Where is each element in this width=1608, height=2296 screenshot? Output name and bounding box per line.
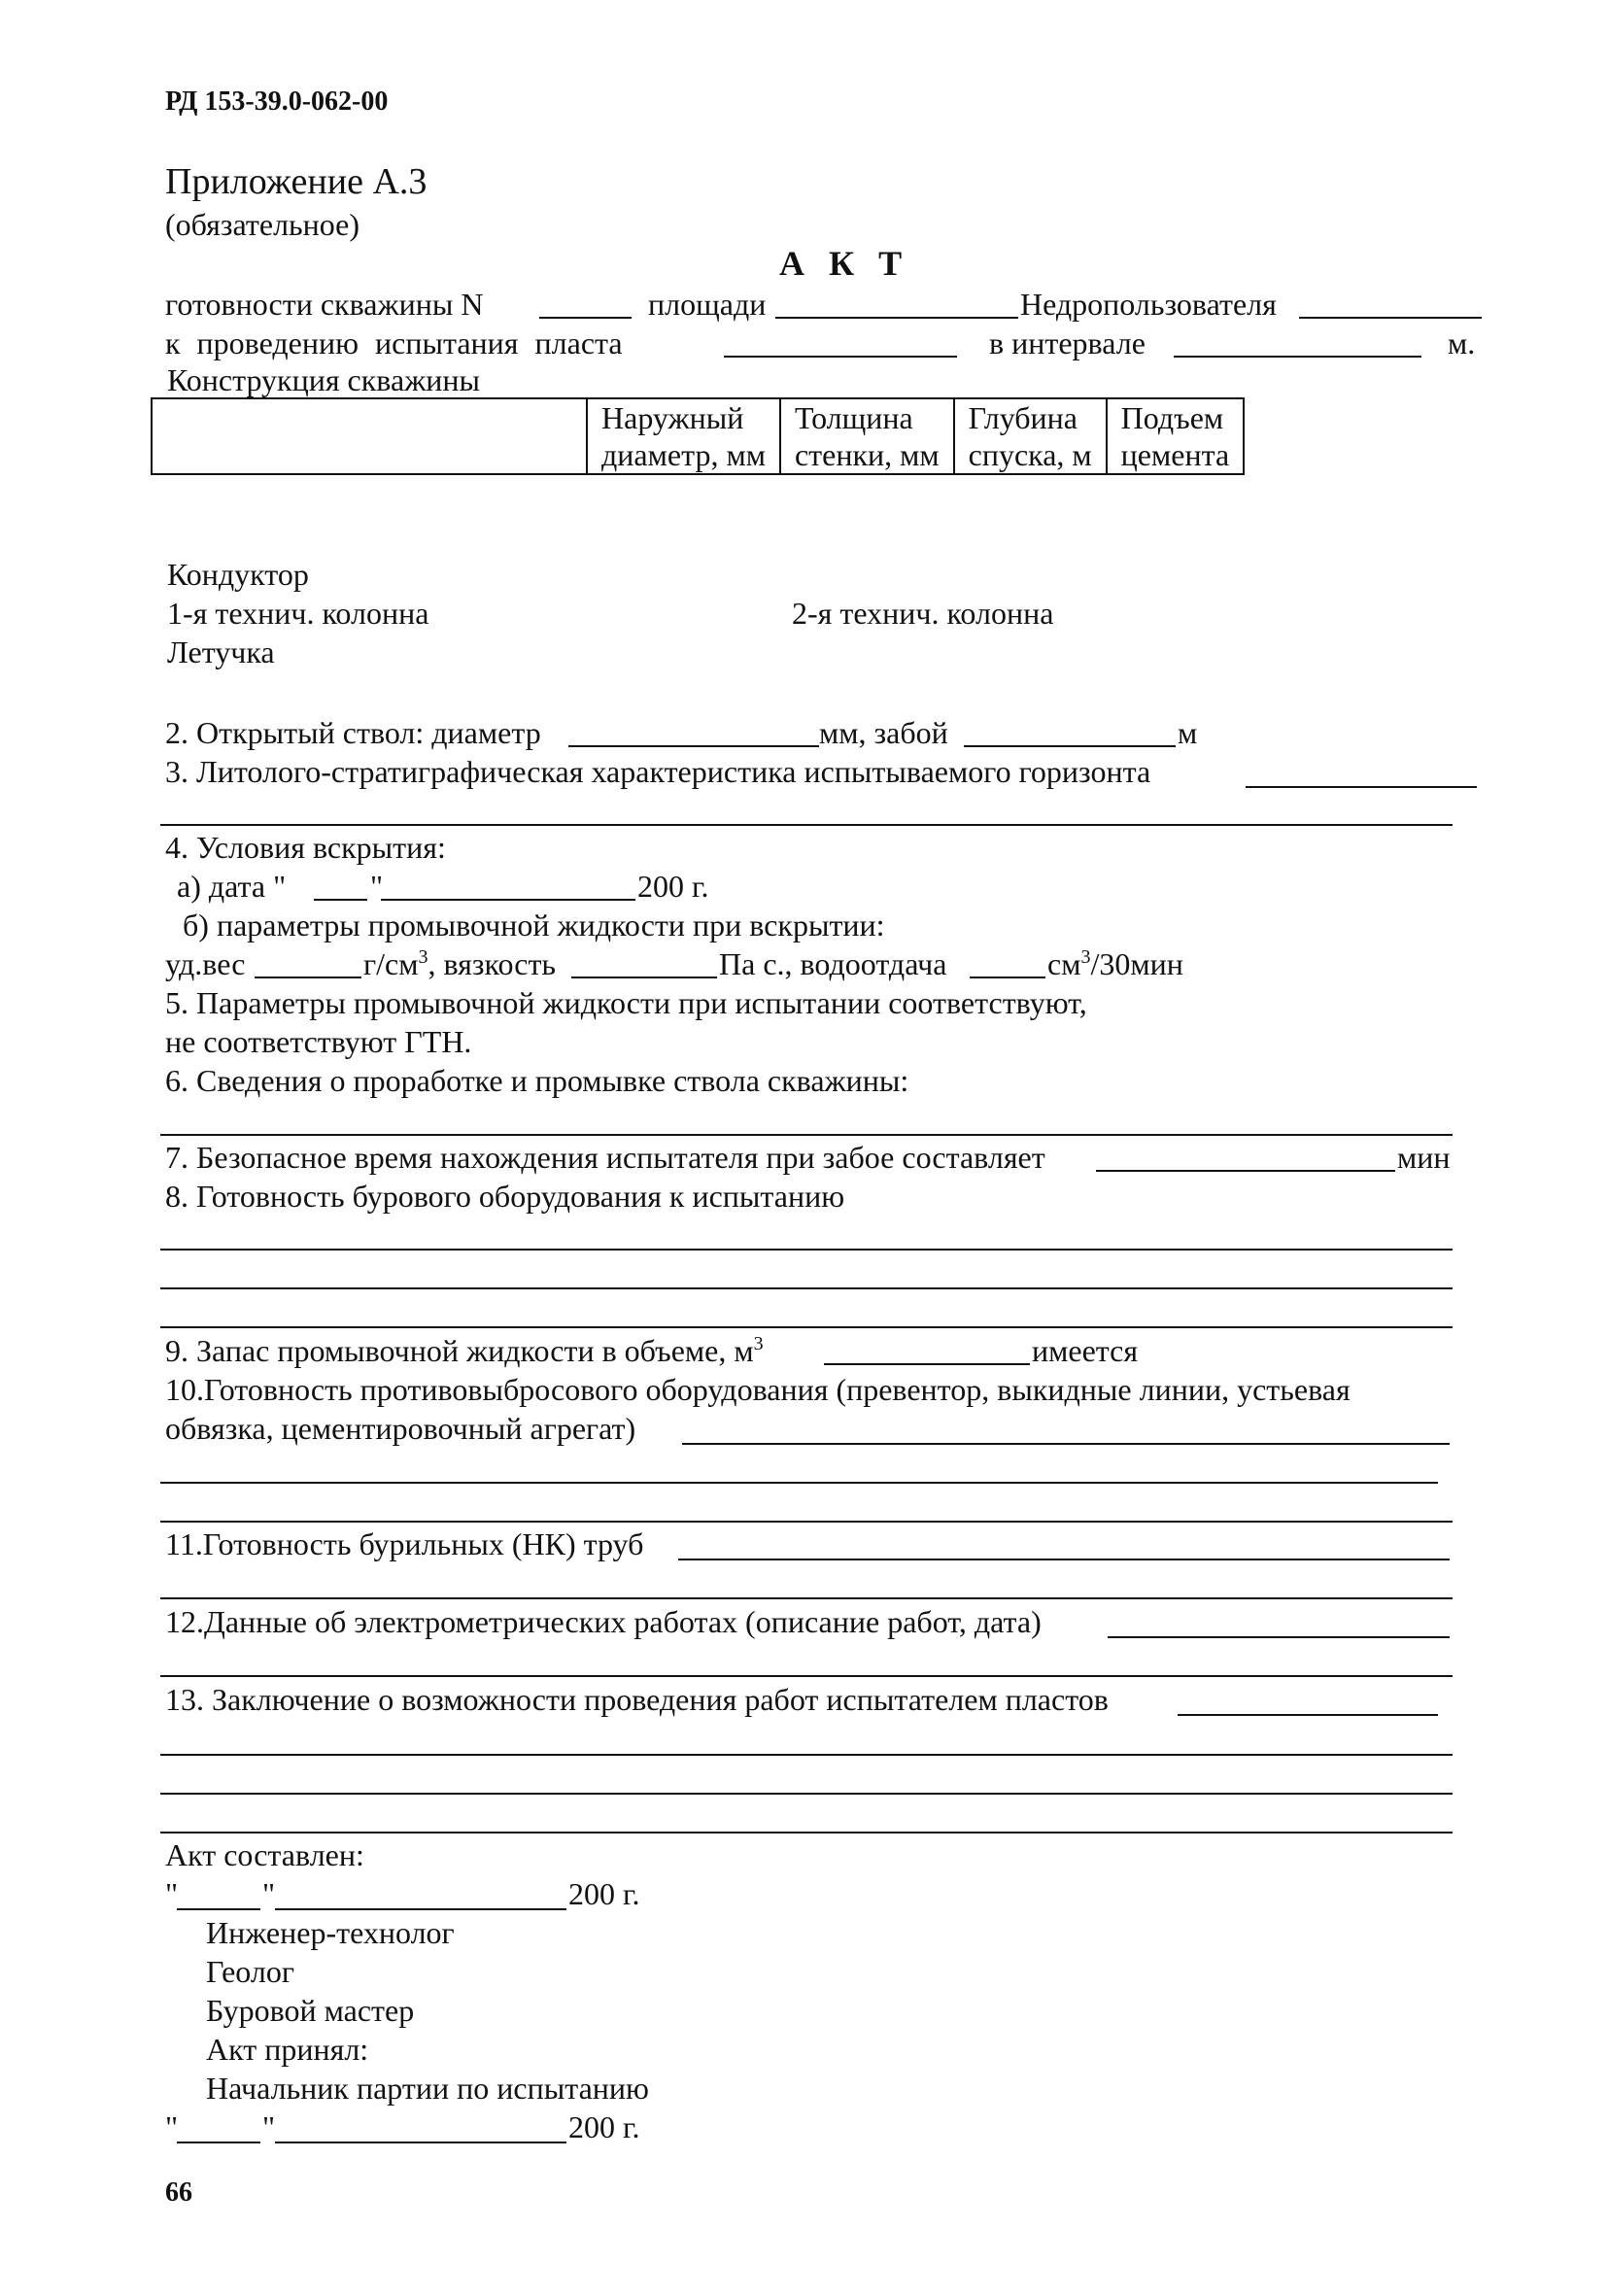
item-7-label: 7. Безопасное время нахождения испытателя при забое составляет: [165, 1140, 1045, 1175]
item-4c-viscosity-unit: Па с., водоотдача: [719, 946, 947, 981]
appendix-title: Приложение А.3: [165, 161, 428, 202]
lithology-field-line-2[interactable]: [160, 824, 1453, 826]
item-4c-fluid-loss-unit: $см^3/30мин$: [1047, 946, 1183, 981]
item-8-label: 8. Готовность бурового оборудования к испытанию: [165, 1179, 845, 1214]
item-6-field[interactable]: [160, 1134, 1453, 1136]
accepted-quote-close: ": [262, 2109, 276, 2144]
item-13-field-1[interactable]: [1178, 1714, 1438, 1716]
item-10-line-1: 10.Готовность противовыбросового оборудования (превентор, выкидные линии, устьевая: [165, 1372, 1351, 1407]
item-12-field-1[interactable]: [1108, 1636, 1450, 1638]
fluid-reserve-field[interactable]: [824, 1363, 1030, 1365]
role-engineer: Инженер-технолог: [206, 1915, 455, 1950]
item-5-line-2: не соответствуют ГТН.: [165, 1024, 472, 1059]
item-9-tail: имеется: [1032, 1333, 1139, 1368]
role-geologist: Геолог: [206, 1954, 294, 1989]
item-10-field-1[interactable]: [682, 1443, 1450, 1445]
document-code: РД 153-39.0-062-00: [165, 86, 389, 117]
accepted-month-field[interactable]: [275, 2142, 566, 2143]
act-line2-label: к проведению испытания пласта: [165, 326, 623, 360]
item-2-unit: м: [1178, 715, 1198, 750]
compiled-month-field[interactable]: [275, 1908, 566, 1910]
row-conductor: Кондуктор: [167, 557, 309, 592]
page-number: 66: [165, 2177, 192, 2208]
compiled-quote-open: ": [165, 1876, 179, 1911]
compiled-year: 200 г.: [568, 1876, 640, 1911]
item-11-label: 11.Готовность бурильных (НК) труб: [165, 1526, 644, 1561]
open-hole-diameter-field[interactable]: [568, 745, 819, 747]
area-field[interactable]: [775, 317, 1018, 319]
item-4a-quote: ": [370, 869, 384, 904]
item-3-label: 3. Литолого-стратиграфическая характеристика испытываемого горизонта: [165, 754, 1151, 789]
row-tech-column-1: 1-я технич. колонна: [167, 596, 429, 631]
item-11-field-2[interactable]: [160, 1597, 1453, 1599]
col-cement-rise: Подъем цемента: [1107, 398, 1244, 474]
interval-field[interactable]: [1174, 356, 1421, 358]
item-8-field-3[interactable]: [160, 1326, 1453, 1328]
item-13-field-2[interactable]: [160, 1754, 1453, 1756]
accepted-day-field[interactable]: [177, 2142, 260, 2143]
compiled-quote-close: ": [262, 1876, 276, 1911]
item-4-label: 4. Условия вскрытия:: [165, 830, 446, 865]
act-compiled-label: Акт составлен:: [165, 1837, 364, 1872]
act-accepted-label: Акт принял:: [206, 2032, 369, 2067]
viscosity-field[interactable]: [571, 977, 717, 978]
safe-time-field[interactable]: [1096, 1170, 1395, 1172]
item-4b-label: б) параметры промывочной жидкости при вскрытии:: [183, 908, 885, 942]
appendix-status: (обязательное): [165, 207, 359, 242]
formation-field[interactable]: [724, 356, 957, 358]
act-line2-interval-label: в интервале: [989, 326, 1146, 360]
item-10-line-2: обвязка, цементировочный агрегат): [165, 1411, 636, 1446]
act-line2-unit: м.: [1448, 326, 1476, 360]
item-5-line-1: 5. Параметры промывочной жидкости при испытании соответствуют,: [165, 985, 1087, 1020]
row-liner: Летучка: [167, 634, 275, 669]
role-drilling-master: Буровой мастер: [206, 1993, 415, 2028]
item-9-label: 9. Запас промывочной жидкости в объеме, $м^3$: [165, 1333, 764, 1368]
fluid-loss-field[interactable]: [970, 977, 1045, 978]
opening-day-field[interactable]: [314, 899, 367, 901]
opening-month-field[interactable]: [381, 899, 635, 901]
item-6-label: 6. Сведения о проработке и промывке ствола скважины:: [165, 1063, 909, 1098]
item-13-label: 13. Заключение о возможности проведения работ испытателем пластов: [165, 1682, 1109, 1717]
item-2-label: 2. Открытый ствол: диаметр: [165, 715, 541, 750]
col-setting-depth: Глубина спуска, м: [954, 398, 1107, 474]
role-party-chief: Начальник партии по испытанию: [206, 2071, 649, 2106]
item-7-unit: мин: [1397, 1140, 1451, 1175]
item-4c-density-label: уд.вес: [165, 946, 246, 981]
compiled-day-field[interactable]: [177, 1908, 260, 1910]
item-11-field-1[interactable]: [678, 1559, 1450, 1560]
item-10-field-2[interactable]: [160, 1482, 1438, 1484]
col-outer-diameter: Наружный диаметр, мм: [587, 398, 780, 474]
lithology-field[interactable]: [1246, 786, 1477, 788]
item-13-field-3[interactable]: [160, 1793, 1453, 1795]
item-8-field-1[interactable]: [160, 1249, 1453, 1251]
well-number-field[interactable]: [539, 317, 632, 319]
accepted-quote-open: ": [165, 2109, 179, 2144]
col-wall-thickness: Толщина стенки, мм: [780, 398, 954, 474]
item-8-field-2[interactable]: [160, 1287, 1453, 1289]
subsoil-user-field[interactable]: [1299, 317, 1482, 319]
construction-table: [151, 397, 1245, 475]
item-12-label: 12.Данные об электрометрических работах (описание работ, дата): [165, 1604, 1042, 1639]
item-12-field-2[interactable]: [160, 1675, 1453, 1677]
act-title: А К Т: [779, 244, 910, 283]
item-10-field-3[interactable]: [160, 1521, 1453, 1523]
item-2-mid-label: мм, забой: [819, 715, 948, 750]
item-4c-density-unit: $г/см^3$, вязкость: [363, 946, 557, 981]
density-field[interactable]: [255, 977, 361, 978]
table-header-empty: [152, 398, 587, 474]
item-4a-label: а) дата ": [177, 869, 287, 904]
act-line1-label: готовности скважины N: [165, 287, 484, 322]
accepted-year: 200 г.: [568, 2109, 640, 2144]
act-line1-subsoil-label: Недропользователя: [1020, 287, 1277, 322]
construction-title: Конструкция скважины: [167, 362, 481, 397]
item-4a-year: 200 г.: [637, 869, 709, 904]
item-13-field-4[interactable]: [160, 1832, 1453, 1833]
bottomhole-field[interactable]: [964, 745, 1176, 747]
row-tech-column-2: 2-я технич. колонна: [792, 596, 1054, 631]
act-line1-area-label: площади: [648, 287, 767, 322]
